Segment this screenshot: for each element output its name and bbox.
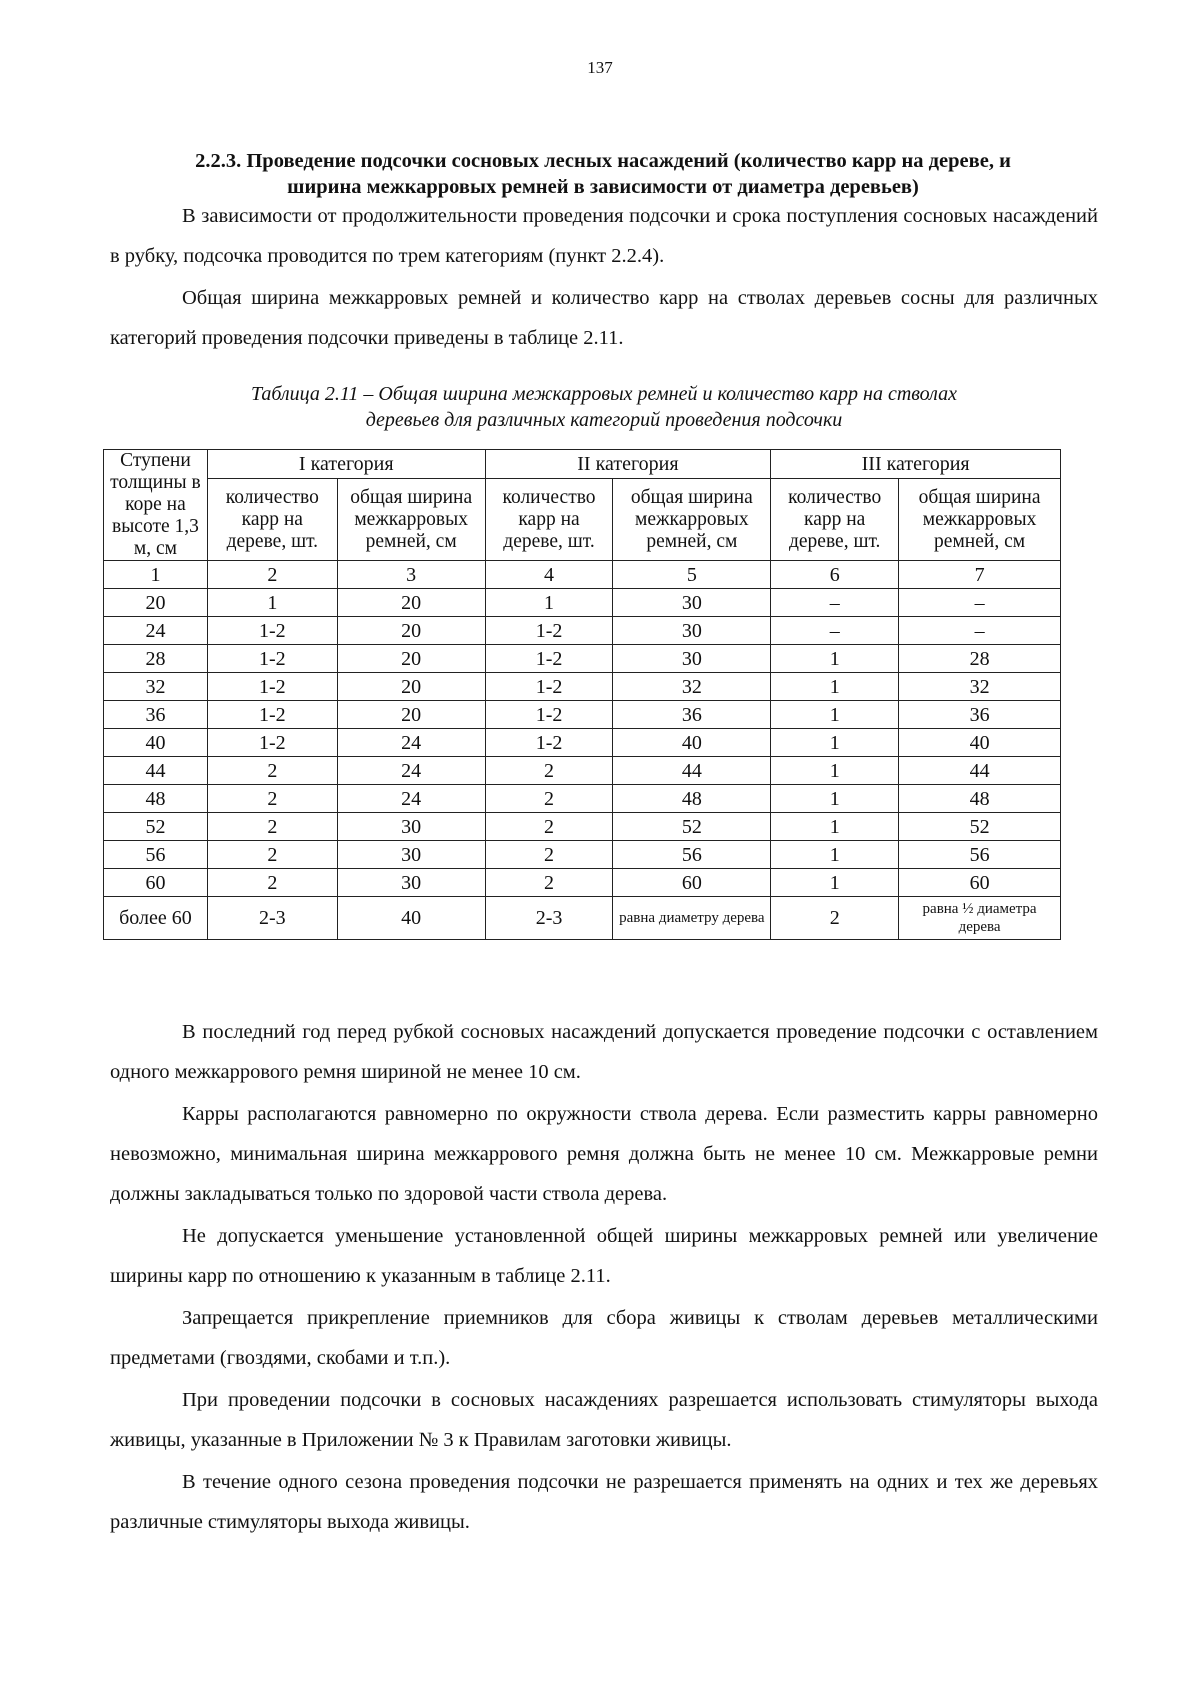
table-cell: равна диаметру дерева <box>613 897 771 940</box>
column-number: 4 <box>485 561 613 589</box>
table-cell: 24 <box>337 729 485 757</box>
column-number: 1 <box>104 561 208 589</box>
table-cell: – <box>899 617 1061 645</box>
table-cell: 2 <box>485 813 613 841</box>
table-caption-line-1: Таблица 2.11 – Общая ширина межкарровых ремней и количество карр на стволах <box>250 383 958 405</box>
table-cell: 48 <box>613 785 771 813</box>
table-cell: 40 <box>104 729 208 757</box>
table-caption <box>110 381 1098 433</box>
paragraph-last-year: В последний год перед рубкой сосновых насаждений допускается проведение подсочки с оставлением одного межкаррового ремня шириной не менее 10 см. <box>110 1021 1098 1083</box>
table-cell: 1-2 <box>485 617 613 645</box>
table-cell: 1 <box>771 785 899 813</box>
table-row <box>104 757 1061 785</box>
table-cell: – <box>771 617 899 645</box>
table-cell: 20 <box>337 645 485 673</box>
table-cell: 24 <box>337 757 485 785</box>
table-cell: 2 <box>485 757 613 785</box>
table-cell: 2 <box>485 841 613 869</box>
table-cell: 30 <box>337 841 485 869</box>
column-number: 6 <box>771 561 899 589</box>
table-cell: 32 <box>613 673 771 701</box>
table-cell: 56 <box>899 841 1061 869</box>
column-number: 7 <box>899 561 1061 589</box>
table-cell: 2 <box>207 785 337 813</box>
column-number: 5 <box>613 561 771 589</box>
table-row <box>104 617 1061 645</box>
header-category-2: II категория <box>485 450 771 479</box>
column-numbers-row <box>104 561 1061 589</box>
table-cell: 36 <box>613 701 771 729</box>
table-cell: 30 <box>337 813 485 841</box>
table-cell: 60 <box>899 869 1061 897</box>
table-cell: 40 <box>613 729 771 757</box>
table-cell: 1-2 <box>207 673 337 701</box>
table-cell: 28 <box>899 645 1061 673</box>
table-cell: 2 <box>485 869 613 897</box>
table-cell: 44 <box>899 757 1061 785</box>
table-cell: 28 <box>104 645 208 673</box>
table-caption-line-2: деревьев для различных категорий проведения подсочки <box>365 409 843 431</box>
table-cell: 2 <box>207 841 337 869</box>
table-cell: 52 <box>613 813 771 841</box>
table-cell: 30 <box>613 645 771 673</box>
table-cell: 1 <box>771 701 899 729</box>
table-cell: 2 <box>485 785 613 813</box>
table-cell: 2 <box>207 757 337 785</box>
header-width-1: общая ширина межкарровых ремней, см <box>337 479 485 561</box>
table-cell: 20 <box>104 589 208 617</box>
paragraph-carr-placement: Карры располагаются равномерно по окружности ствола дерева. Если разместить карры равномерно невозможно, минимальная ширина межкаррового ремня должна быть не менее 10 см. Межкарровые ремни должны закладываться только по здоровой части ствола дерева. <box>110 1103 1098 1205</box>
table-cell: 1-2 <box>485 645 613 673</box>
table-cell: 1 <box>771 757 899 785</box>
table-cell: 2 <box>771 897 899 940</box>
table-cell: 48 <box>104 785 208 813</box>
table-cell: 1 <box>207 589 337 617</box>
table-cell: 36 <box>899 701 1061 729</box>
tapping-table <box>103 449 1061 940</box>
table-cell: 44 <box>104 757 208 785</box>
table-cell: 36 <box>104 701 208 729</box>
table-cell: 1-2 <box>485 729 613 757</box>
table-cell: 32 <box>899 673 1061 701</box>
table-cell: 2-3 <box>485 897 613 940</box>
table-cell: более 60 <box>104 897 208 940</box>
paragraph-one-season: В течение одного сезона проведения подсочки не разрешается применять на одних и тех же деревьях различные стимуляторы выхода живицы. <box>110 1471 1098 1533</box>
section-heading <box>118 148 1088 200</box>
paragraph-categories: В зависимости от продолжительности проведения подсочки и срока поступления сосновых насаждений в рубку, подсочка проводится по трем категориям (пункт 2.2.4). <box>110 205 1098 267</box>
table-cell: 44 <box>613 757 771 785</box>
table-cell: 1-2 <box>485 673 613 701</box>
table-row <box>104 785 1061 813</box>
paragraph-no-metal: Запрещается прикрепление приемников для сбора живицы к стволам деревьев металлическими предметами (гвоздями, скобами и т.п.). <box>110 1307 1098 1369</box>
header-width-2: общая ширина межкарровых ремней, см <box>613 479 771 561</box>
paragraph-stimulators: При проведении подсочки в сосновых насаждениях разрешается использовать стимуляторы выхода живицы, указанные в Приложении № 3 к Правилам заготовки живицы. <box>110 1389 1098 1451</box>
table-row <box>104 869 1061 897</box>
table-cell: 60 <box>613 869 771 897</box>
header-count-1: количество карр на дереве, шт. <box>207 479 337 561</box>
table-row <box>104 897 1061 940</box>
table-cell: 24 <box>104 617 208 645</box>
table-cell: 2 <box>207 869 337 897</box>
page-number: 137 <box>587 58 613 77</box>
table-cell: – <box>771 589 899 617</box>
table-cell: 1 <box>485 589 613 617</box>
table-cell: 40 <box>337 897 485 940</box>
table-cell: 1 <box>771 729 899 757</box>
table-row <box>104 813 1061 841</box>
column-number: 3 <box>337 561 485 589</box>
table-cell: 1-2 <box>207 617 337 645</box>
table-row <box>104 673 1061 701</box>
header-count-3: количество карр на дереве, шт. <box>771 479 899 561</box>
header-count-2: количество карр на дереве, шт. <box>485 479 613 561</box>
header-category-3: III категория <box>771 450 1061 479</box>
table-cell: 52 <box>104 813 208 841</box>
table-row <box>104 589 1061 617</box>
table-body <box>104 589 1061 940</box>
table-cell: 56 <box>104 841 208 869</box>
paragraph-table-reference: Общая ширина межкарровых ремней и количество карр на стволах деревьев сосны для различных категорий проведения подсочки приведены в таблице 2.11. <box>110 287 1098 349</box>
table-cell: 1 <box>771 869 899 897</box>
table-cell: 40 <box>899 729 1061 757</box>
table-cell: 20 <box>337 589 485 617</box>
table-row <box>104 701 1061 729</box>
table-cell: 56 <box>613 841 771 869</box>
table-cell: 30 <box>613 617 771 645</box>
header-width-3: общая ширина межкарровых ремней, см <box>899 479 1061 561</box>
table-cell: 20 <box>337 701 485 729</box>
table-cell: 1-2 <box>207 645 337 673</box>
table-cell: 32 <box>104 673 208 701</box>
table-row <box>104 645 1061 673</box>
table-cell: 48 <box>899 785 1061 813</box>
table-cell: 1 <box>771 673 899 701</box>
table-cell: 52 <box>899 813 1061 841</box>
header-category-1: I категория <box>207 450 485 479</box>
table-cell: 1-2 <box>207 729 337 757</box>
table-cell: равна ½ диаметра дерева <box>899 897 1061 940</box>
paragraph-no-reduction: Не допускается уменьшение установленной общей ширины межкарровых ремней или увеличение ширины карр по отношению к указанным в таблице 2.11. <box>110 1225 1098 1287</box>
table-cell: 1-2 <box>207 701 337 729</box>
table-row <box>104 841 1061 869</box>
table-cell: 2 <box>207 813 337 841</box>
section-heading-line-2: ширина межкарровых ремней в зависимости от диаметра деревьев) <box>287 176 919 198</box>
table-cell: 1-2 <box>485 701 613 729</box>
header-diameter-step: Ступени толщины в коре на высоте 1,3 м, см <box>104 450 208 561</box>
column-number: 2 <box>207 561 337 589</box>
table-cell: 30 <box>337 869 485 897</box>
table-cell: 20 <box>337 617 485 645</box>
section-heading-line-1: 2.2.3. Проведение подсочки сосновых лесных насаждений (количество карр на дереве, и <box>195 150 1011 172</box>
table-cell: 2-3 <box>207 897 337 940</box>
table-cell: 20 <box>337 673 485 701</box>
table-cell: 60 <box>104 869 208 897</box>
table-cell: 1 <box>771 841 899 869</box>
table-cell: 1 <box>771 645 899 673</box>
table-cell: 1 <box>771 813 899 841</box>
table-cell: 30 <box>613 589 771 617</box>
table-row <box>104 729 1061 757</box>
table-cell: 24 <box>337 785 485 813</box>
table-cell: – <box>899 589 1061 617</box>
